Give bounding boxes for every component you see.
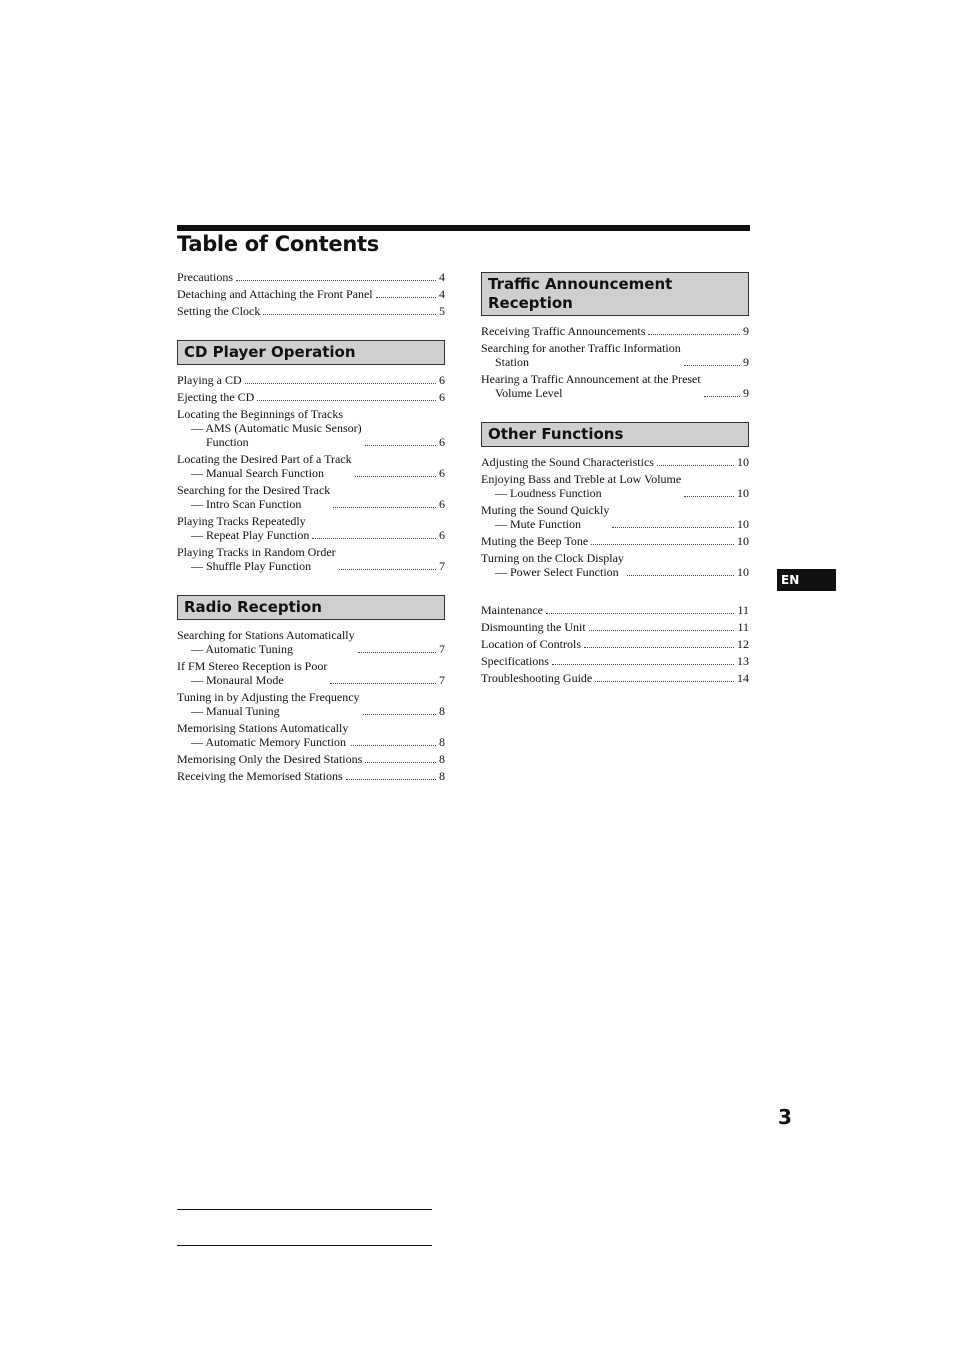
toc-entry-line: — Automatic Tuning — [191, 642, 294, 656]
section-header-other: Other Functions — [481, 422, 749, 447]
dot-leader — [351, 745, 436, 746]
toc-entry-title — [177, 287, 373, 301]
dot-leader — [339, 569, 436, 570]
toc-entry — [481, 324, 749, 338]
toc-page-number: 11 — [737, 620, 749, 634]
toc-page-number: 9 — [743, 324, 749, 338]
toc-entry — [481, 551, 749, 579]
toc-entry-line: Specifications — [481, 654, 549, 668]
toc-entry-line: Searching for another Traffic Information — [481, 341, 681, 355]
toc-entry — [481, 341, 749, 369]
toc-entry-line: Adjusting the Sound Characteristics — [481, 455, 654, 469]
toc-page-number: 10 — [737, 565, 749, 579]
toc-entry-line: — Shuffle Play Function — [191, 559, 312, 573]
toc-entry-line: Receiving Traffic Announcements — [481, 324, 646, 338]
toc-entry-line: — Manual Tuning — [191, 704, 280, 718]
toc-entry-line: Turning on the Clock Display — [481, 551, 624, 565]
dot-leader — [312, 538, 436, 539]
toc-entry-title — [481, 654, 549, 668]
toc-entry-line: Hearing a Traffic Announcement at the Preset — [481, 372, 701, 386]
toc-entry-line: — Automatic Memory Function — [191, 735, 346, 749]
toc-entry-line: — Repeat Play Function — [191, 528, 310, 542]
cd-list — [177, 373, 445, 573]
toc-entry-title — [481, 603, 543, 617]
toc-entry-title — [177, 690, 360, 718]
toc-entry-title — [481, 372, 701, 400]
toc-entry-line: Precautions — [177, 270, 233, 284]
toc-entry-line: Playing Tracks Repeatedly — [177, 514, 306, 528]
toc-page-number: 6 — [439, 435, 445, 449]
toc-entry-title — [177, 304, 260, 318]
toc-entry-title — [481, 455, 654, 469]
traffic-header-line1: Traffic Announcement — [488, 275, 673, 293]
toc-page-number: 8 — [439, 769, 445, 783]
toc-entry-line: Dismounting the Unit — [481, 620, 586, 634]
toc-entry-title — [177, 769, 343, 783]
toc-entry-title — [481, 341, 681, 369]
toc-entry-line: — Intro Scan Function — [191, 497, 302, 511]
toc-entry-title — [481, 534, 588, 548]
toc-entry-line: Searching for Stations Automatically — [177, 628, 355, 642]
right-column — [481, 272, 749, 685]
toc-entry — [481, 671, 749, 685]
toc-page-number: 8 — [439, 735, 445, 749]
toc-entry — [177, 514, 445, 542]
toc-entry-line: Muting the Sound Quickly — [481, 503, 610, 517]
dot-leader — [346, 779, 436, 780]
toc-entry-title — [177, 270, 233, 284]
toc-entry-line: Volume Level — [495, 386, 563, 400]
dot-leader — [704, 396, 740, 397]
toc-page-number: 10 — [737, 534, 749, 548]
dot-leader — [263, 314, 436, 315]
toc-entry-line: Locating the Desired Part of a Track — [177, 452, 352, 466]
toc-entry-title — [481, 671, 592, 685]
toc-entry — [177, 373, 445, 387]
page-number: 3 — [778, 1105, 792, 1129]
toc-entry-line: Tuning in by Adjusting the Frequency — [177, 690, 360, 704]
toc-entry-title — [177, 483, 330, 511]
toc-entry-line: — Loudness Function — [495, 486, 602, 500]
dot-leader — [365, 445, 436, 446]
section-header-cd: CD Player Operation — [177, 340, 445, 365]
toc-entry-title — [481, 637, 581, 651]
dot-leader — [552, 664, 734, 665]
toc-page-number: 4 — [439, 287, 445, 301]
toc-entry-title — [481, 620, 586, 634]
section-header-radio: Radio Reception — [177, 595, 445, 620]
toc-page-number: 6 — [439, 528, 445, 542]
toc-entry-line: Ejecting the CD — [177, 390, 255, 404]
toc-page-number: 8 — [439, 704, 445, 718]
toc-entry-line: Locating the Beginnings of Tracks — [177, 407, 343, 421]
dot-leader — [584, 647, 734, 648]
dot-leader — [589, 630, 735, 631]
intro-list — [177, 270, 445, 318]
toc-entry-line: — AMS (Automatic Music Sensor) — [191, 421, 362, 435]
dot-leader — [595, 681, 734, 682]
misc-list — [481, 603, 749, 685]
toc-entry — [481, 637, 749, 651]
toc-page-number: 13 — [737, 654, 749, 668]
toc-entry-line: — Power Select Function — [495, 565, 619, 579]
radio-list — [177, 628, 445, 783]
toc-entry-line: If FM Stereo Reception is Poor — [177, 659, 328, 673]
toc-entry-title — [177, 545, 336, 573]
toc-page-number: 8 — [439, 752, 445, 766]
toc-entry-line: — Monaural Mode — [191, 673, 284, 687]
dot-leader — [245, 383, 436, 384]
toc-entry-title — [177, 628, 355, 656]
toc-page-number: 9 — [743, 355, 749, 369]
toc-entry-title — [481, 551, 624, 579]
toc-page-number: 9 — [743, 386, 749, 400]
toc-entry-line: Memorising Only the Desired Stations — [177, 752, 363, 766]
toc-entry-line: Receiving the Memorised Stations — [177, 769, 343, 783]
toc-entry-title — [177, 659, 327, 687]
toc-entry — [481, 620, 749, 634]
toc-entry — [177, 752, 445, 766]
toc-entry-title — [177, 373, 242, 387]
toc-entry — [481, 372, 749, 400]
dot-leader — [591, 544, 734, 545]
page-title: Table of Contents — [177, 232, 379, 256]
toc-entry — [177, 287, 445, 301]
section-header-traffic — [481, 272, 749, 316]
dot-leader — [546, 613, 734, 614]
footer-rule-1 — [177, 1209, 432, 1210]
toc-entry-line: Playing a CD — [177, 373, 242, 387]
dot-leader — [333, 507, 436, 508]
toc-entry-line: Setting the Clock — [177, 304, 261, 318]
traffic-list — [481, 324, 749, 400]
toc-entry — [177, 390, 445, 404]
toc-page-number: 6 — [439, 373, 445, 387]
toc-entry-line: — Manual Search Function — [191, 466, 324, 480]
toc-entry — [177, 407, 445, 449]
dot-leader — [257, 400, 436, 401]
toc-entry-line: — Mute Function — [495, 517, 581, 531]
toc-page-number: 10 — [737, 455, 749, 469]
dot-leader — [330, 683, 436, 684]
toc-entry — [481, 654, 749, 668]
toc-page-number: 6 — [439, 497, 445, 511]
dot-leader — [365, 762, 436, 763]
toc-entry — [177, 659, 445, 687]
toc-entry-title — [177, 514, 309, 542]
toc-entry — [177, 304, 445, 318]
dot-leader — [648, 334, 740, 335]
toc-entry-line: Maintenance — [481, 603, 543, 617]
dot-leader — [236, 280, 436, 281]
dot-leader — [376, 297, 436, 298]
toc-entry-title — [177, 407, 362, 449]
toc-entry — [177, 452, 445, 480]
toc-entry-title — [177, 752, 362, 766]
toc-entry — [177, 769, 445, 783]
toc-entry — [177, 690, 445, 718]
toc-page-number: 11 — [737, 603, 749, 617]
toc-page-number: 4 — [439, 270, 445, 284]
dot-leader — [657, 465, 734, 466]
toc-entry-title — [177, 721, 348, 749]
toc-page-number: 5 — [439, 304, 445, 318]
toc-page-number: 7 — [439, 673, 445, 687]
toc-entry-title — [481, 324, 645, 338]
toc-entry-line: Searching for the Desired Track — [177, 483, 331, 497]
dot-leader — [363, 714, 436, 715]
dot-leader — [627, 575, 734, 576]
toc-entry-line: Station — [495, 355, 530, 369]
toc-entry — [481, 472, 749, 500]
toc-entry-line: Function — [206, 435, 249, 449]
traffic-header-line2: Reception — [488, 294, 573, 312]
toc-entry — [177, 483, 445, 511]
toc-entry — [177, 721, 445, 749]
title-rule — [177, 225, 750, 231]
toc-entry-line: Memorising Stations Automatically — [177, 721, 349, 735]
toc-page-number: 10 — [737, 486, 749, 500]
toc-page-number: 10 — [737, 517, 749, 531]
footer-rule-2 — [177, 1245, 432, 1246]
toc-entry — [481, 603, 749, 617]
toc-entry-title — [481, 472, 681, 500]
toc-entry-line: Playing Tracks in Random Order — [177, 545, 336, 559]
toc-entry-line: Enjoying Bass and Treble at Low Volume — [481, 472, 682, 486]
dot-leader — [355, 476, 436, 477]
toc-entry-title — [177, 390, 254, 404]
toc-entry-line: Location of Controls — [481, 637, 581, 651]
toc-entry — [177, 545, 445, 573]
toc-entry-line: Muting the Beep Tone — [481, 534, 589, 548]
toc-page-number: 12 — [737, 637, 749, 651]
toc-page-number: 6 — [439, 390, 445, 404]
other-list — [481, 455, 749, 579]
toc-entry — [481, 455, 749, 469]
toc-entry-line: Troubleshooting Guide — [481, 671, 593, 685]
left-column — [177, 270, 445, 783]
toc-entry-line: Detaching and Attaching the Front Panel — [177, 287, 373, 301]
toc-page-number: 7 — [439, 559, 445, 573]
dot-leader — [612, 527, 734, 528]
dot-leader — [684, 496, 734, 497]
toc-entry — [177, 628, 445, 656]
toc-page-number: 14 — [737, 671, 749, 685]
toc-entry — [481, 503, 749, 531]
toc-entry-title — [177, 452, 352, 480]
toc-page-number: 6 — [439, 466, 445, 480]
language-tab: EN — [777, 569, 836, 591]
toc-entry-title — [481, 503, 609, 531]
toc-page-number: 7 — [439, 642, 445, 656]
dot-leader — [358, 652, 436, 653]
dot-leader — [684, 365, 740, 366]
toc-entry — [481, 534, 749, 548]
toc-entry — [177, 270, 445, 284]
